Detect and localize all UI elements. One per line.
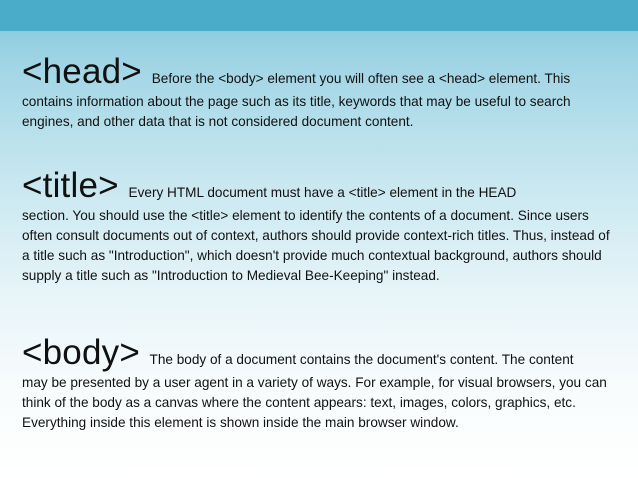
section-title-text: section. You should use the <title> element to identify the contents of a document. Since users often consult documents out of context, authors should provide context-rich titles. Thus, instead of a title such as "Introduction", which doesn't provide much contextual background, authors should supply a title such as "Introduction to Medieval Bee-Keeping" instead. <box>22 208 610 283</box>
section-body <box>22 333 620 433</box>
section-head-text: contains information about the page such as its title, keywords that may be useful to search engines, and other data that is not considered document content. <box>22 94 571 129</box>
section-title-lead: Every HTML document must have a <title> element in the HEAD <box>128 185 517 200</box>
section-body-tag: <body> <box>22 333 140 372</box>
top-accent-bar <box>0 0 638 31</box>
section-body-lead: The body of a document contains the document's content. The content <box>149 352 574 367</box>
section-title <box>22 166 620 286</box>
section-head-lead: Before the <body> element you will often see a <head> element. This <box>151 71 571 86</box>
section-head <box>22 52 620 132</box>
section-title-first-line <box>22 166 620 206</box>
section-head-tag: <head> <box>22 52 142 91</box>
section-body-first-line <box>22 333 620 373</box>
section-body-text: may be presented by a user agent in a variety of ways. For example, for visual browsers, you can think of the body as a canvas where the content appears: text, images, colors, graphics, etc. Everything inside this element is shown inside the main browser window. <box>22 375 607 430</box>
section-head-first-line <box>22 52 620 92</box>
section-title-tag: <title> <box>22 166 119 205</box>
